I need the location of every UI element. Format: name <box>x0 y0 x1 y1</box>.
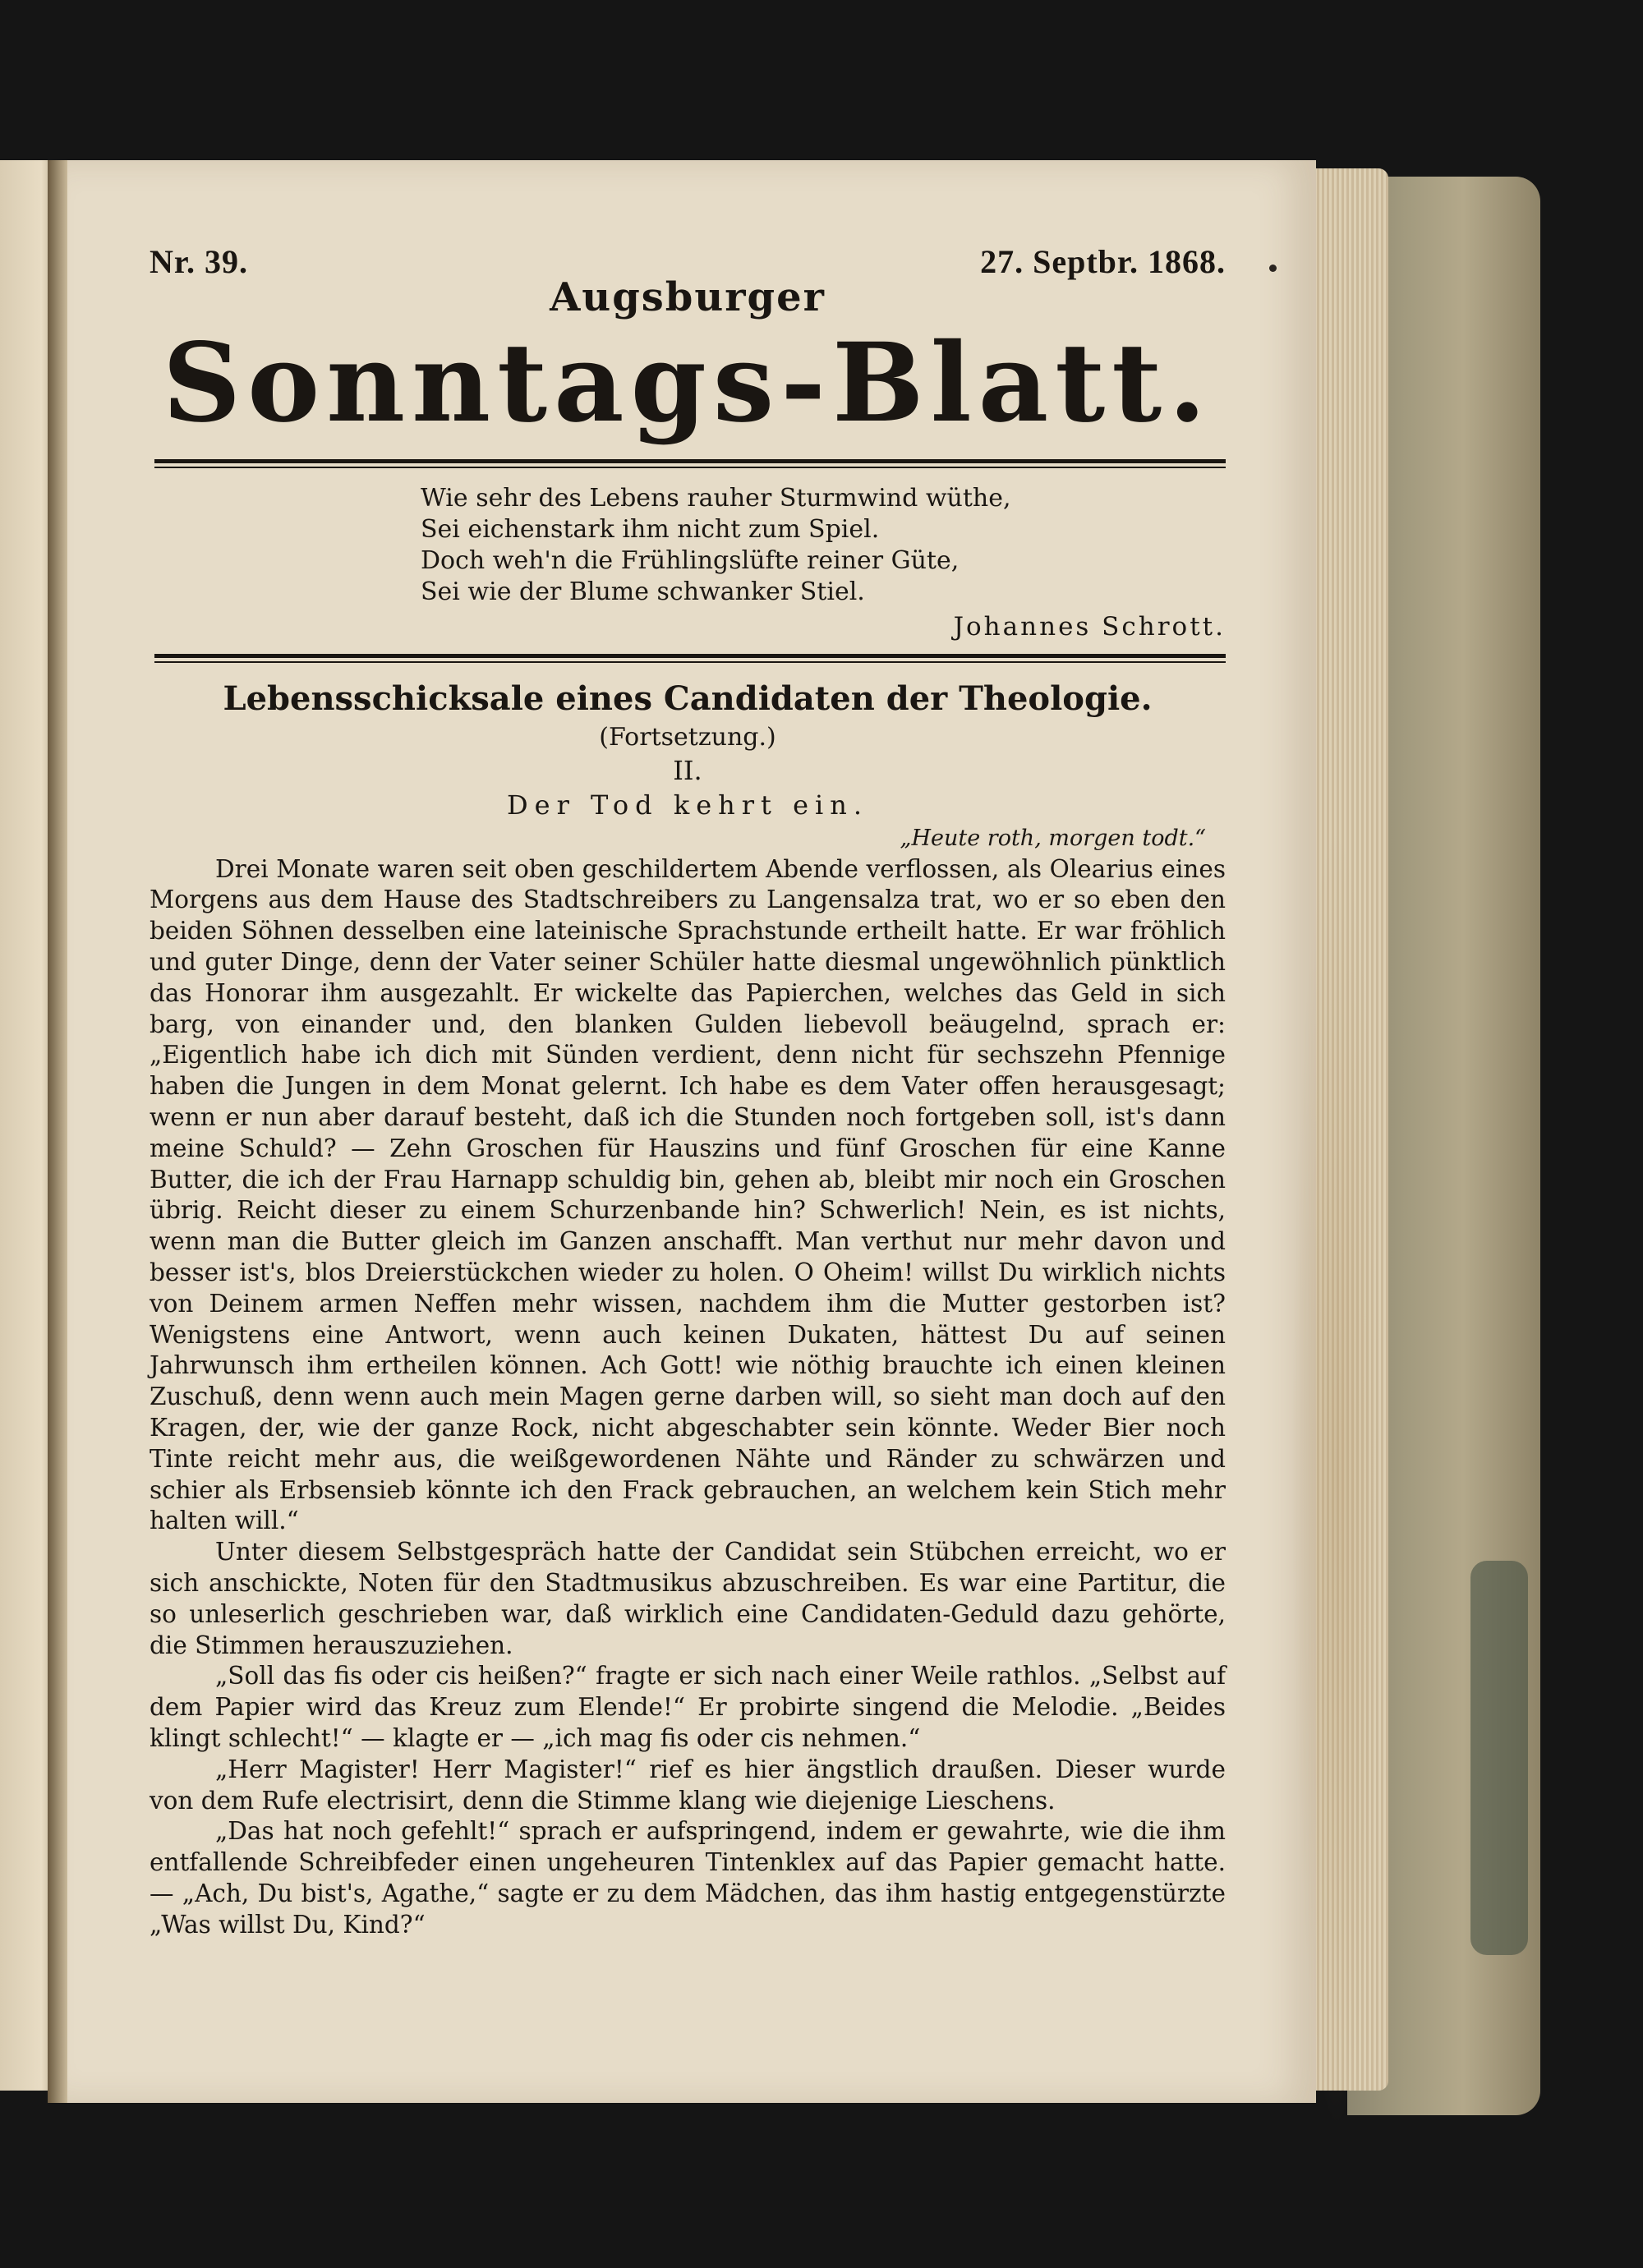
motto-author: Johannes Schrott. <box>953 611 1226 642</box>
masthead-rule <box>154 459 1226 468</box>
chapter-number: II. <box>673 754 702 786</box>
article-paragraph: „Soll das fis oder cis heißen?“ fragte er sich nach einer Weile rathlos. „Selbst auf dem Papier wird das Kreuz zum Elende!“ Er probirte singend die Melodie. „Beides klingt schlecht!“ — klagte er — „ich mag fis oder cis nehmen.“ <box>150 1662 1226 1752</box>
motto <box>421 483 1226 642</box>
book-gutter <box>48 160 67 2103</box>
article-paragraph: Drei Monate waren seit oben geschildertem Abende verflossen, als Olearius eines Morgens aus dem Hause des Stadtschreibers zu Langensalza trat, wo er so eben den beiden Söhnen desselben eine lateinische Sprachstunde ertheilt hatte. Er war fröhlich und guter Dinge, denn der Vater seiner Schüler hatte diesmal ungewöhnlich pünktlich das Honorar ihm ausgezahlt. Er wickelte das Papierchen, welches das Geld in sich barg, von einander und, den blanken Gulden liebevoll beäugelnd, sprach er: „Eigentlich habe ich dich mit Sünden verdient, denn nicht für sechszehn Pfennige haben die Jungen in dem Monat gelernt. Ich habe es dem Vater offen herausgesagt; wenn er nun aber darauf besteht, daß ich die Stunden noch fortgeben soll, ist's dann meine Schuld? — Zehn Groschen für Hauszins und fünf Groschen für eine Kanne Butter, die ich der Frau Harnapp schuldig bin, gehen ab, bleibt mir noch ein Groschen übrig. Reicht dieser zu einem Schurzenbande hin? Schwerlich! Nein, es ist nichts, wenn man die Butter gleich im Ganzen anschafft. Man verthut nur mehr davon und besser ist's, blos Dreierstückchen wieder zu holen. O Oheim! willst Du wirklich nichts von Deinem armen Neffen mehr wissen, nachdem ihm die Mutter gestorben ist? Wenigstens eine Antwort, wenn auch keinen Dukaten, hättest Du auf seinen Jahrwunsch ihm ertheilen können. Ach Gott! wie nöthig brauchte ich einen kleinen Zuschuß, denn wenn auch mein Magen gerne darben will, so sieht man doch auf den Kragen, der, wie der ganze Rock, nicht abgeschabter sein könnte. Weder Bier noch Tinte reicht mehr aus, die weißgewordenen Nähte und Ränder zu schwärzen und schier als Erbsensieb könnte ich den Frack gebrauchen, an welchem kein Stich mehr halten will.“ <box>150 854 1226 1535</box>
issue-date: 27. Septbr. 1868. <box>980 243 1226 280</box>
issue-number: Nr. 39. <box>150 243 248 280</box>
motto-line: Sei eichenstark ihm nicht zum Spiel. <box>421 514 880 544</box>
ink-dot <box>1269 265 1277 272</box>
epigraph: „Heute roth, morgen todt.“ <box>900 825 1206 851</box>
chapter-title: Der Tod kehrt ein. <box>506 789 869 821</box>
masthead-city: Augsburger <box>550 274 826 320</box>
article-paragraph: „Herr Magister! Herr Magister!“ rief es hier ängstlich draußen. Dieser wurde von dem Rufe electrisirt, denn die Stimme klang wie diejenige Lieschens. <box>150 1755 1226 1815</box>
article-subtitle: (Fortsetzung.) <box>599 722 776 752</box>
article-paragraph: Unter diesem Selbstgespräch hatte der Candidat sein Stübchen erreicht, wo er sich anschickte, Noten für den Stadtmusikus abzuschreiben. Es war eine Partitur, die so unleserlich geschrieben war, daß wirklich eine Candidaten-Geduld dazu gehörte, die Stimmen herauszuziehen. <box>150 1538 1226 1659</box>
motto-line: Sei wie der Blume schwanker Stiel. <box>421 577 865 606</box>
motto-line: Doch weh'n die Frühlingslüfte reiner Güte, <box>421 545 960 575</box>
motto-rule <box>154 654 1226 663</box>
masthead-title: Sonntags-Blatt. <box>162 320 1213 447</box>
article-title: Lebensschicksale eines Candidaten der Theologie. <box>223 679 1153 718</box>
cover-stain <box>1470 1561 1528 1955</box>
page-stain <box>1291 817 1382 2132</box>
motto-line: Wie sehr des Lebens rauher Sturmwind wüthe, <box>421 483 1011 513</box>
article-paragraph: „Das hat noch gefehlt!“ sprach er aufspringend, indem er gewahrte, wie die ihm entfallende Schreibfeder einen ungeheuren Tintenklex auf das Papier gemacht hatte. — „Ach, Du bist's, Agathe,“ sagte er zu dem Mädchen, das ihm hastig entgegenstürzte „Was willst Du, Kind?“ <box>150 1817 1226 1939</box>
page-content <box>150 242 1226 1940</box>
